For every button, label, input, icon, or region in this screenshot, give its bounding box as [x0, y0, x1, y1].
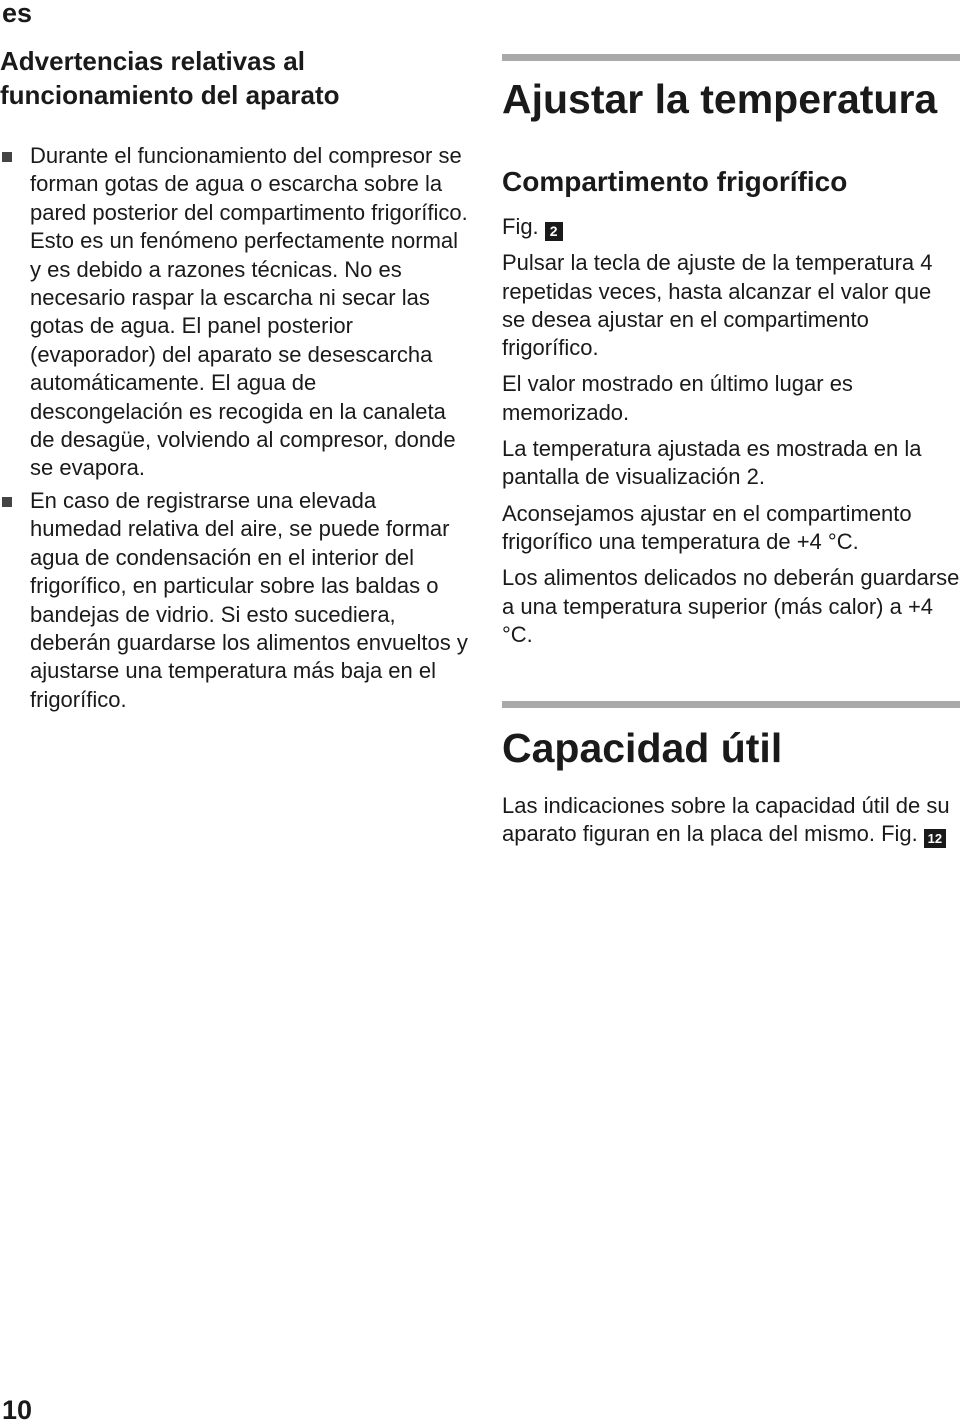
left-column [0, 44, 470, 718]
capacity-section [502, 701, 960, 857]
paragraph: Los alimentos delicados no deberán guardarse a una temperatura superior (más calor) a +4 °C. [502, 565, 960, 647]
section-title-temperature: Ajustar la temperatura [502, 76, 938, 122]
section-rule [502, 701, 960, 708]
capacity-text: Las indicaciones sobre la capacidad útil de su aparato figuran en la placa del mismo. Fig. [502, 793, 950, 847]
figure-reference [502, 213, 960, 241]
right-column [502, 54, 960, 847]
page-number: 10 [2, 1395, 33, 1425]
bullet-square-icon [2, 497, 12, 507]
section-rule [502, 54, 960, 61]
warnings-list [0, 142, 470, 714]
list-item [0, 487, 470, 714]
bullet-text: En caso de registrarse una elevada humedad relativa del aire, se puede formar agua de condensación en el interior del frigorífico, en particular sobre las baldas o bandejas de vidrio. Si esto sucediera, deberán guardarse los alimentos envueltos y ajustarse una temperatura más baja en el frigorífico. [30, 487, 468, 712]
bullet-text: Durante el funcionamiento del compresor se forman gotas de agua o escarcha sobre la pared posterior del compartimento frigorífico. Esto es un fenómeno perfectamente normal y es debido a razones técnicas. No es necesario raspar la escarcha ni secar las gotas de agua. El panel posterior (evaporador) del aparato se desescarcha automáticamente. El agua de descongelación es recogida en la canaleta de desagüe, volviendo al compresor, donde se evapora. [30, 143, 468, 481]
warnings-heading: Advertencias relativas al funcionamiento del aparato [0, 46, 340, 110]
bullet-square-icon [2, 152, 12, 162]
paragraph: El valor mostrado en último lugar es memorizado. [502, 371, 853, 425]
section-title-capacity: Capacidad útil [502, 725, 783, 771]
capacity-paragraph [502, 792, 960, 849]
figure-number-badge: 12 [924, 829, 946, 848]
language-tag: es [2, 0, 33, 28]
paragraph: La temperatura ajustada es mostrada en la pantalla de visualización 2. [502, 436, 922, 490]
paragraph: Aconsejamos ajustar en el compartimento frigorífico una temperatura de +4 °C. [502, 500, 912, 554]
list-item [0, 142, 470, 483]
subsection-title-fridge: Compartimento frigorífico [502, 166, 848, 197]
figure-label: Fig. [502, 214, 539, 239]
figure-number-badge: 2 [545, 222, 563, 241]
paragraph: Pulsar la tecla de ajuste de la temperatura 4 repetidas veces, hasta alcanzar el valor que se desea ajustar en el compartimento frigorífico. [502, 250, 933, 361]
